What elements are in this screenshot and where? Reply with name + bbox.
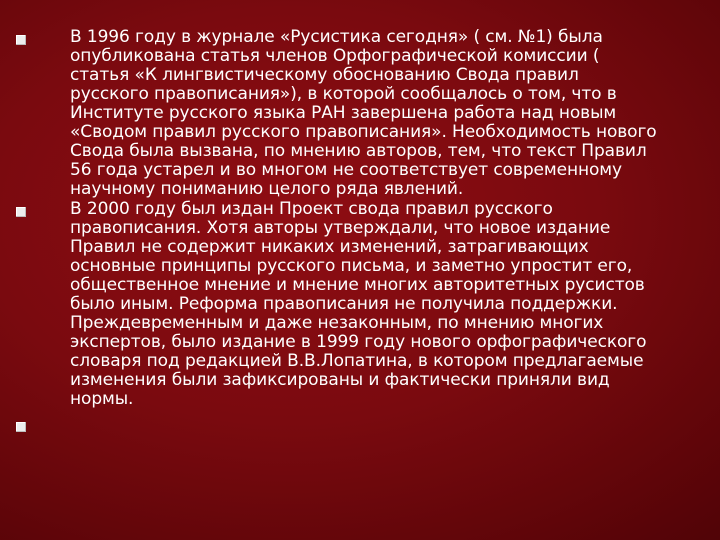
bullet-text-2: В 2000 году был издан Проект свода правил русского правописания. Хотя авторы утверждали, что новое издание Правил не содержит никаких изменений, затрагивающих основные принципы русского письма, и заметно упростит его, общественное мнение и мнение многих авторитетных русистов было иным. Реформа правописания не получила поддержки. Преждевременным и даже незаконным, по мнению многих экспертов, было издание в 1999 году нового орфографического словаря под редакцией В.В.Лопатина, в котором предлагаемые изменения были зафиксированы и фактически приняли вид нормы. bbox=[70, 199, 647, 409]
bullet-list bbox=[16, 28, 706, 435]
bullet-square-icon bbox=[16, 35, 26, 45]
bullet-text-1: В 1996 году в журнале «Русистика сегодня» ( см. №1) была опубликована статья членов Орфографической комиссии ( статья «К лингвистическому обоснованию Свода правил русского правописания»), в которой сообщалось о том, что в Институте русского языка РАН завершена работа над новым «Сводом правил русского правописания». Необходимость нового Свода была вызвана, по мнению авторов, тем, что текст Правил 56 года устарел и во многом не соответствует современному научному пониманию целого ряда явлений. bbox=[70, 27, 657, 199]
bullet-item-2 bbox=[16, 200, 706, 409]
bullet-item-3 bbox=[16, 415, 706, 435]
bullet-item-1 bbox=[16, 28, 706, 199]
bullet-square-icon bbox=[16, 422, 26, 432]
bullet-square-icon bbox=[16, 207, 26, 217]
